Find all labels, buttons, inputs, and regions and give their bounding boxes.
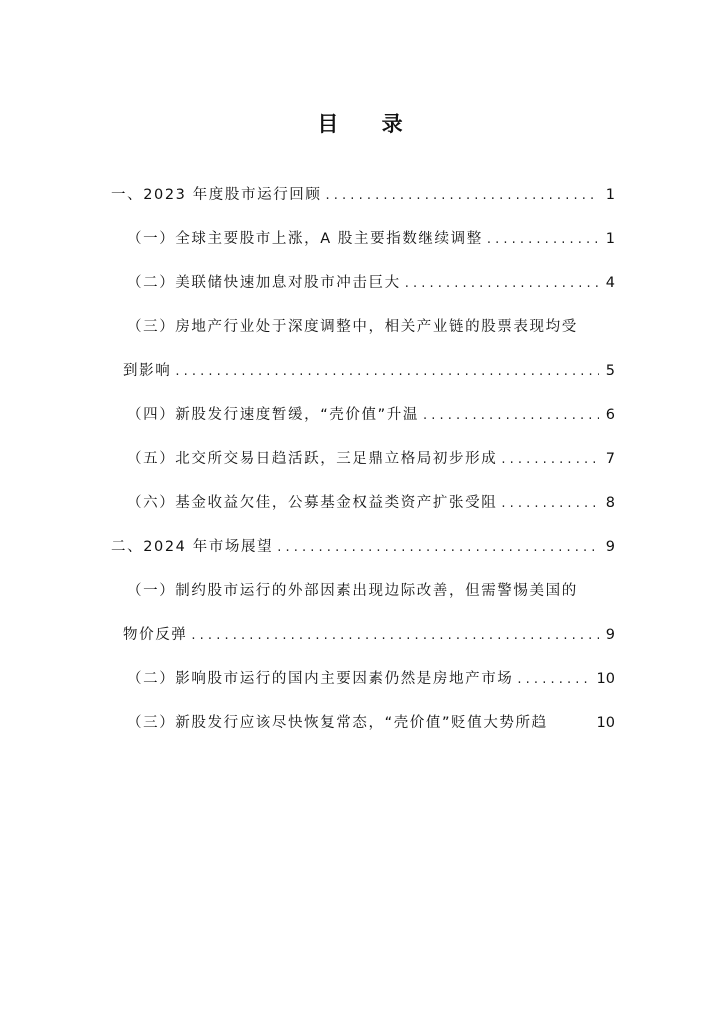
toc-page-number: 10 xyxy=(596,715,615,731)
toc-entry-1-3-line2[interactable] xyxy=(111,359,615,388)
page-title: 目 录 xyxy=(317,112,421,136)
toc-entry-text: （一）全球主要股市上涨，A 股主要指数继续调整 xyxy=(127,231,483,247)
toc-entry-text: （三）房地产行业处于深度调整中，相关产业链的股票表现均受 xyxy=(127,319,578,335)
toc-entry-text: （六）基金收益欠佳，公募基金权益类资产扩张受阻 xyxy=(127,495,498,511)
toc-page-number: 4 xyxy=(605,275,615,291)
toc-entry-1-4[interactable] xyxy=(111,403,615,432)
toc-entry-text: （四）新股发行速度暂缓，“壳价值”升温 xyxy=(127,407,419,423)
toc-page-number: 5 xyxy=(605,363,615,379)
toc-entry-text: （五）北交所交易日趋活跃，三足鼎立格局初步形成 xyxy=(127,451,498,467)
toc-entry-1-5[interactable] xyxy=(111,447,615,476)
toc-entry-2-1-line1[interactable] xyxy=(111,579,615,608)
toc-page-number: 1 xyxy=(605,231,615,247)
table-of-contents xyxy=(111,183,615,755)
toc-entry-text: 一、2023 年度股市运行回顾 xyxy=(111,187,322,203)
toc-entry-text: （一）制约股市运行的外部因素出现边际改善，但需警惕美国的 xyxy=(127,583,578,599)
toc-entry-text: 物价反弹 xyxy=(123,627,188,643)
toc-leader-dots xyxy=(501,496,599,511)
toc-leader-dots xyxy=(501,452,599,467)
toc-page-number: 7 xyxy=(605,451,615,467)
toc-entry-2-1-line2[interactable] xyxy=(111,623,615,652)
toc-entry-text: （三）新股发行应该尽快恢复常态，“壳价值”贬值大势所趋 xyxy=(127,715,548,731)
toc-entry-text: （二）美联储快速加息对股市冲击巨大 xyxy=(127,275,401,291)
toc-leader-dots xyxy=(326,188,599,203)
toc-leader-dots xyxy=(175,364,599,379)
toc-page-number: 9 xyxy=(605,539,615,555)
toc-entry-text: （二）影响股市运行的国内主要因素仍然是房地产市场 xyxy=(127,671,514,687)
toc-entry-2-2[interactable] xyxy=(111,667,615,696)
toc-page-number: 1 xyxy=(605,187,615,203)
toc-page-number: 9 xyxy=(605,627,615,643)
toc-entry-1-2[interactable] xyxy=(111,271,615,300)
toc-leader-dots xyxy=(517,672,590,687)
toc-entry-text: 二、2024 年市场展望 xyxy=(111,539,274,555)
toc-leader-dots xyxy=(423,408,599,423)
toc-entry-section-1[interactable] xyxy=(111,183,615,212)
toc-leader-dots xyxy=(191,628,599,643)
toc-entry-2-3[interactable] xyxy=(111,711,615,740)
toc-entry-text: 到影响 xyxy=(123,363,172,379)
toc-leader-dots xyxy=(277,540,599,555)
toc-page-number: 6 xyxy=(605,407,615,423)
toc-leader-dots xyxy=(487,232,599,247)
toc-page-number: 8 xyxy=(605,495,615,511)
toc-entry-1-1[interactable] xyxy=(111,227,615,256)
toc-entry-1-6[interactable] xyxy=(111,491,615,520)
toc-entry-section-2[interactable] xyxy=(111,535,615,564)
toc-leader-dots xyxy=(405,276,599,291)
toc-entry-1-3-line1[interactable] xyxy=(111,315,615,344)
toc-page-number: 10 xyxy=(596,671,615,687)
